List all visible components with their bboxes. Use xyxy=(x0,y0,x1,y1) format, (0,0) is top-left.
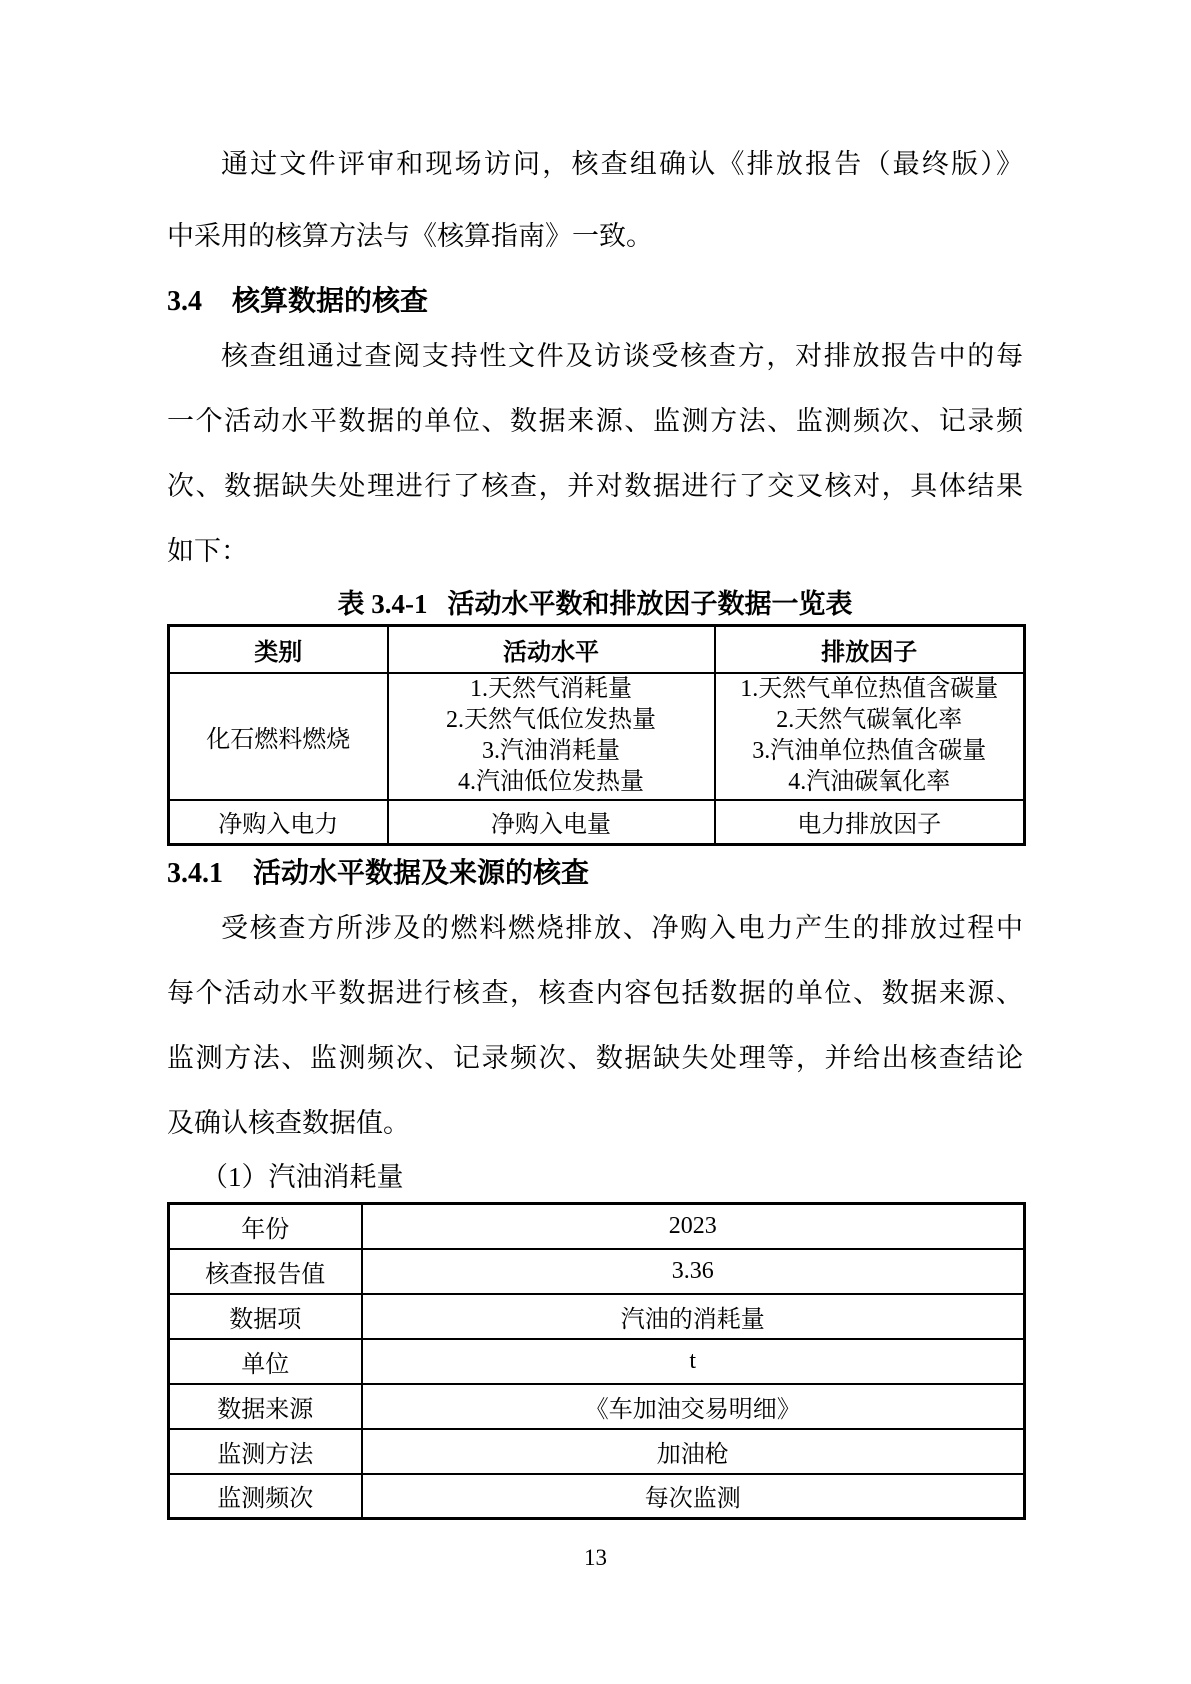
table-gasoline-consumption-detail xyxy=(167,1202,1026,1520)
paragraph-method-confirmation xyxy=(167,0,1023,272)
paragraph-line: 如下： xyxy=(167,536,248,566)
paragraph-line: 中采用的核算方法与《核算指南》一致。 xyxy=(167,221,653,251)
table2-row-monitoring-frequency xyxy=(169,1474,1025,1519)
table2-label: 单位 xyxy=(169,1339,362,1384)
paragraph-line: 每个活动水平数据进行核查，核查内容包括数据的单位、数据来源、 xyxy=(167,978,1023,1008)
table1-cell-factor: 电力排放因子 xyxy=(715,800,1025,845)
table1-activity-item: 2.天然气低位发热量 xyxy=(446,707,656,733)
paragraph-line: 核查组通过查阅支持性文件及访谈受核查方，对排放报告中的每 xyxy=(221,341,1023,371)
table2-row-reported-value xyxy=(169,1249,1025,1294)
table1-activity-item: 4.汽油低位发热量 xyxy=(458,769,644,795)
table1-factor-item: 3.汽油单位热值含碳量 xyxy=(752,738,987,764)
table1-caption-text: 活动水平数和排放因子数据一览表 xyxy=(447,589,853,619)
table1-caption xyxy=(167,584,1023,624)
table-activity-and-emission-factors xyxy=(167,624,1026,846)
table2-value: 2023 xyxy=(362,1204,1025,1249)
list-item-gasoline-consumption: （1）汽油消耗量 xyxy=(201,1162,404,1192)
table1-factor-item: 4.汽油碳氧化率 xyxy=(788,769,951,795)
table2-value: 每次监测 xyxy=(362,1474,1025,1519)
section-number: 3.4.1 xyxy=(167,858,223,889)
table1-row-fossil-fuel xyxy=(169,673,1025,800)
table1-header-row xyxy=(169,626,1025,673)
table2-value: t xyxy=(362,1339,1025,1384)
table1-activity-item: 3.汽油消耗量 xyxy=(482,738,620,764)
table2-row-monitoring-method xyxy=(169,1429,1025,1474)
table1-header-activity-level: 活动水平 xyxy=(388,626,715,673)
table1-cell-category: 净购入电力 xyxy=(169,800,388,845)
page-number: 13 xyxy=(584,1545,607,1570)
table2-value: 《车加油交易明细》 xyxy=(362,1384,1025,1429)
section-number: 3.4 xyxy=(167,286,202,317)
table2-label: 年份 xyxy=(169,1204,362,1249)
table1-activity-item: 1.天然气消耗量 xyxy=(470,676,632,702)
paragraph-line: 通过文件评审和现场访问，核查组确认《排放报告（最终版）》 xyxy=(221,149,1023,179)
table1-cell-category: 化石燃料燃烧 xyxy=(169,673,388,800)
paragraph-activity-data-verification xyxy=(167,896,1023,1156)
table2-label: 数据项 xyxy=(169,1294,362,1339)
table1-caption-label: 表 3.4-1 xyxy=(337,589,428,619)
table1-cell-factor-list xyxy=(715,673,1025,800)
section-title: 活动水平数据及来源的核查 xyxy=(253,858,590,889)
table2-row-year xyxy=(169,1204,1025,1249)
table1-row-purchased-electricity xyxy=(169,800,1025,845)
section-title: 核算数据的核查 xyxy=(232,286,429,317)
paragraph-line: 受核查方所涉及的燃料燃烧排放、净购入电力产生的排放过程中 xyxy=(221,913,1023,943)
paragraph-line: 一个活动水平数据的单位、数据来源、监测方法、监测频次、记录频 xyxy=(167,406,1023,436)
table2-value: 3.36 xyxy=(362,1249,1025,1294)
table2-row-unit xyxy=(169,1339,1025,1384)
table1-cell-activity: 净购入电量 xyxy=(388,800,715,845)
paragraph-verification-scope xyxy=(167,324,1023,584)
table2-value: 汽油的消耗量 xyxy=(362,1294,1025,1339)
table2-label: 监测方法 xyxy=(169,1429,362,1474)
table1-factor-item: 2.天然气碳氧化率 xyxy=(776,707,963,733)
table2-label: 数据来源 xyxy=(169,1384,362,1429)
paragraph-line: 次、数据缺失处理进行了核查，并对数据进行了交叉核对，具体结果 xyxy=(167,471,1023,501)
table2-label: 核查报告值 xyxy=(169,1249,362,1294)
section-heading-3-4 xyxy=(167,280,1023,324)
page-content xyxy=(167,0,1023,1520)
paragraph-line: 及确认核查数据值。 xyxy=(167,1108,410,1138)
paragraph-line: 监测方法、监测频次、记录频次、数据缺失处理等，并给出核查结论 xyxy=(167,1043,1023,1073)
table2-row-data-source xyxy=(169,1384,1025,1429)
table1-cell-activity-list xyxy=(388,673,715,800)
table2-value: 加油枪 xyxy=(362,1429,1025,1474)
table2-row-data-item xyxy=(169,1294,1025,1339)
table2-label: 监测频次 xyxy=(169,1474,362,1519)
section-heading-3-4-1 xyxy=(167,852,1023,896)
table1-factor-item: 1.天然气单位热值含碳量 xyxy=(740,676,999,702)
table1-header-emission-factor: 排放因子 xyxy=(715,626,1025,673)
table1-header-category: 类别 xyxy=(169,626,388,673)
